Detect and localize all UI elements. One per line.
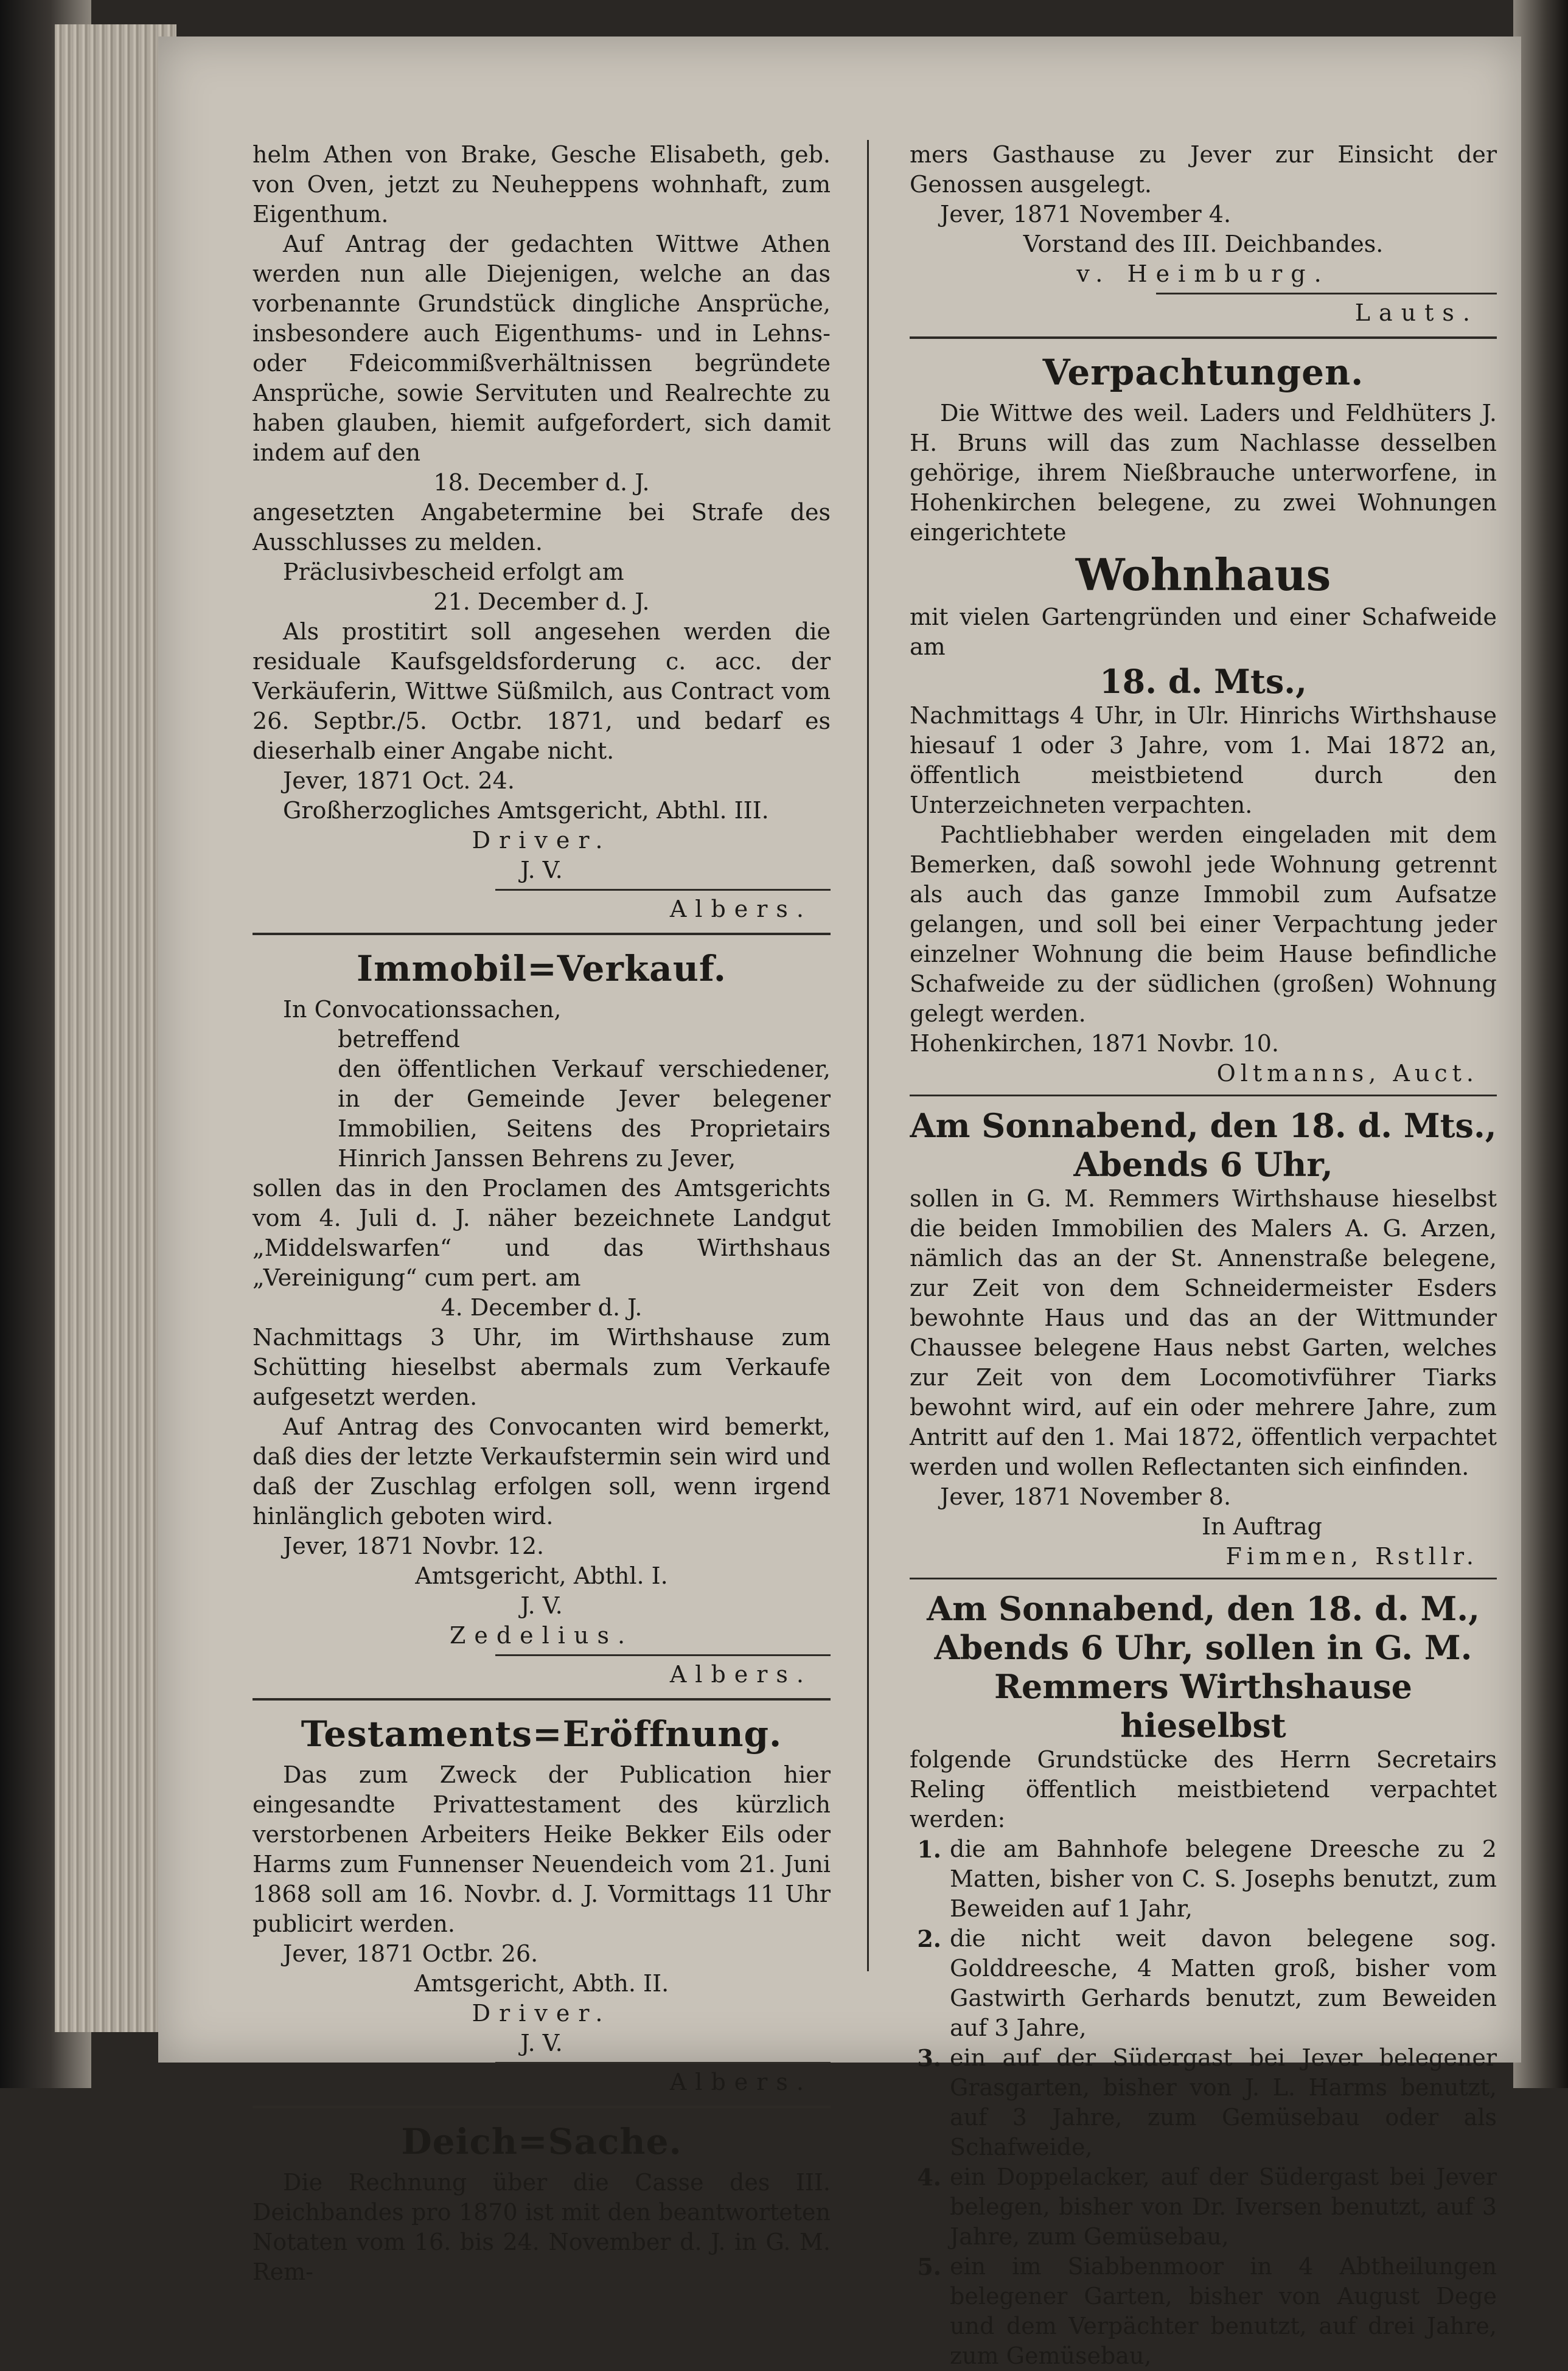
signer-1: Albers.	[669, 896, 812, 922]
sonnabend-text-1: sollen in G. M. Remmers Wirthshause hieselbst die beiden Immobilien des Malers A. G. Arzen, nämlich das an der St. Annenstraße belegene, zur Zeit von dem Schneidermeister Esders bewohnte Haus und das an der Wittmunder Chaussee belegene Haus nebst Garten, welches zur Zeit von dem Locomotivführer Tiarks bewohnt wird, auf ein oder mehrere Jahre, zum Antritt auf den 1. Mai 1872, öffentlich verpachtet werden und wollen Reflectanten sich einfinden.	[910, 1185, 1497, 1480]
list-item-text: ein Doppelacker, auf der Südergast bei Jever belegen, bisher von Dr. Iversen benutzt, auf 3 Jahre, zum Gemüsebau,	[950, 2164, 1497, 2250]
signer-5: Oltmanns, Auct.	[1216, 1060, 1479, 1087]
place-date-2: Jever, 1871 Novbr. 12.	[283, 1533, 545, 1559]
signature-rule	[1156, 293, 1497, 294]
list-item-text: die nicht weit davon belegene sog. Golddreesche, 4 Matten groß, bisher vom Gastwirth Gerhards benutzt, zum Beweiden auf 3 Jahre,	[950, 1925, 1497, 2041]
abends-1: Abends 6 Uhr,	[1073, 1145, 1333, 1184]
list-item	[910, 2162, 1497, 2252]
deadline-text: angesetzten Angabetermine bei Strafe des Ausschlusses zu melden.	[253, 499, 831, 555]
verpacht-intro: Die Wittwe des weil. Laders und Feldhüters J. H. Bruns will das zum Nachlasse desselben gehörige, ihrem Nießbrauche unterworfene, in Hohenkirchen belegene, zu zwei Wohnungen eingerichtete	[910, 400, 1497, 546]
board-signer-2: Lauts.	[1354, 299, 1479, 326]
judge-3: Driver.	[472, 2000, 612, 2027]
list-item-number: 2.	[917, 1925, 941, 1952]
betreffend: betreffend	[338, 1026, 461, 1053]
section-rule	[253, 1698, 831, 1701]
sonnabend-intro-2: folgende Grundstücke des Herrn Secretairs Reling öffentlich meistbietend verpachtet werden:	[910, 1746, 1497, 1833]
in-auftrag: In Auftrag	[1202, 1513, 1322, 1540]
board: Vorstand des III. Deichbandes.	[1023, 231, 1384, 257]
list-item-number: 4.	[917, 2164, 941, 2191]
left-column	[253, 140, 831, 2287]
signer-3: Albers.	[669, 2069, 812, 2095]
conv-main: sollen das in den Proclamen des Amtsgerichts vom 4. Juli d. J. näher bezeichnete Landgut „Middelswarfen“ und das Wirthshaus „Vereinigung“ cum pert. am	[253, 1175, 831, 1291]
place-date-6: Jever, 1871 November 8.	[940, 1483, 1232, 1510]
list-item-text: ein auf der Südergast bei Jever belegener Grasgarten, bisher von J. L. Harms benutzt, auf 3 Jahre, zum Gemüsebau oder als Schafweide,	[950, 2044, 1497, 2160]
testament-text: Das zum Zweck der Publication hier eingesandte Privattestament des kürzlich verstorbenen Arbeiters Heike Bekker Eils oder Harms zum Funnenser Neuendeich vom 21. Juni 1868 soll am 16. Novbr. d. J. Vormittags 11 Uhr publicirt werden.	[253, 1761, 831, 1937]
list-item	[910, 1924, 1497, 2043]
signature-rule	[495, 1654, 831, 1656]
verpacht-text: Nachmittags 4 Uhr, in Ulr. Hinrichs Wirthshause hiesauf 1 oder 3 Jahre, vom 1. Mai 1872 an, öffentlich meistbietend durch den Unterzeichneten verpachten.	[910, 702, 1497, 818]
judge-2: Zedelius.	[449, 1622, 634, 1649]
immobil-heading: Immobil=Verkauf.	[357, 948, 727, 989]
garden-line: mit vielen Gartengründen und einer Schafweide am	[910, 604, 1497, 660]
iv-2: J. V.	[520, 1592, 563, 1619]
conv-note: Auf Antrag des Convocanten wird bemerkt, daß dies der letzte Verkaufstermin sein wird und daß der Zuschlag erfolgen soll, wenn irgend hinlänglich geboten wird.	[253, 1413, 831, 1530]
section-rule	[910, 336, 1497, 339]
residual-text: Als prostitirt soll angesehen werden die residuale Kaufsgeldsforderung c. acc. der Verkäuferin, Wittwe Süßmilch, aus Contract vom 26. Septbr./5. Octbr. 1871, und bedarf es dieserhalb einer Angabe nicht.	[253, 618, 831, 764]
court-1: Großherzogliches Amtsgericht, Abthl. III.	[283, 797, 769, 824]
court-2: Amtsgericht, Abthl. I.	[415, 1562, 668, 1589]
iv-3: J. V.	[520, 2030, 563, 2056]
preclusion-text: Präclusivbescheid erfolgt am	[283, 559, 624, 585]
intro-paragraph: helm Athen von Brake, Gesche Elisabeth, geb. von Oven, jetzt zu Neuheppens wohnhaft, zum Eigenthum.	[253, 141, 831, 228]
cont-text: mers Gasthause zu Jever zur Einsicht der Genossen ausgelegt.	[910, 141, 1497, 198]
list-item-text: die am Bahnhofe belegene Dreesche zu 2 Matten, bisher von C. S. Josephs benutzt, zum Beweiden auf 1 Jahr,	[950, 1836, 1497, 1922]
newspaper-page	[158, 37, 1521, 2369]
place-date-1: Jever, 1871 Oct. 24.	[283, 767, 515, 794]
date-3: 4. December d. J.	[441, 1294, 643, 1321]
list-item-number: 1.	[917, 1836, 941, 1863]
list-item	[910, 1834, 1497, 1924]
section-rule	[253, 2106, 831, 2108]
date-2: 21. December d. J.	[433, 588, 650, 615]
section-rule	[910, 1578, 1497, 1579]
list-item	[910, 2252, 1497, 2371]
book-binding-right	[1513, 0, 1568, 2088]
conv-subject: den öffentlichen Verkauf verschiedener, in der Gemeinde Jever belegener Immobilien, Seitens des Proprietairs Hinrich Janssen Behrens zu Jever,	[338, 1056, 831, 1172]
list-item-number: 5.	[917, 2253, 941, 2280]
conv-line: In Convocationssachen,	[283, 996, 562, 1023]
section-rule	[253, 933, 831, 935]
deich-heading: Deich=Sache.	[401, 2121, 682, 2162]
place-date-4: Jever, 1871 November 4.	[940, 201, 1232, 228]
list-item-number: 3.	[917, 2044, 941, 2072]
iv-1: J. V.	[520, 857, 563, 883]
judge-1: Driver.	[472, 827, 612, 854]
summons-paragraph: Auf Antrag der gedachten Wittwe Athen werden nun alle Diejenigen, welche an das vorbenannte Grundstück dingliche Ansprüche, insbesondere auch Eigenthums- und in Lehns- oder Fdeicommißverhältnissen begründete Ansprüche, sowie Servituten und Realrechte zu haben glauben, hiemit aufgefordert, sich damit indem auf den	[253, 231, 831, 466]
signature-rule	[495, 889, 831, 891]
signer-6: Fimmen, Rstllr.	[1225, 1543, 1479, 1570]
place-date-5: Hohenkirchen, 1871 Novbr. 10.	[910, 1030, 1279, 1057]
right-column	[910, 140, 1497, 2371]
verpacht-note: Pachtliebhaber werden eingeladen mit dem Bemerken, daß sowohl jede Wohnung getrennt als auch das ganze Immobil zum Aufsatze gelangen, und soll bei einer Verpachtung jeder einzelner Wohnung die beim Hause befindliche Schafweide zu der südlichen (großen) Wohnung gelegt werden.	[910, 821, 1497, 1027]
board-signer: v. Heimburg.	[1076, 260, 1330, 287]
sonnabend-heading-1: Am Sonnabend, den 18. d. Mts.,	[910, 1106, 1497, 1145]
abends-2: Abends 6 Uhr, sollen in G. M.	[934, 1628, 1472, 1667]
signature-rule	[495, 2062, 831, 2064]
date-1: 18. December d. J.	[433, 469, 650, 496]
section-rule	[910, 1095, 1497, 1096]
deich-text: Die Rechnung über die Casse des III. Deichbandes pro 1870 ist mit den beantworteten Notaten vom 16. bis 24. November d. J. in G. M. Rem-	[253, 2169, 831, 2285]
testament-heading: Testaments=Eröffnung.	[301, 1713, 782, 1755]
date-mts: 18. d. Mts.,	[1099, 662, 1307, 701]
wohnhaus-title: Wohnhaus	[1075, 549, 1331, 601]
sonnabend-heading-2: Am Sonnabend, den 18. d. M.,	[927, 1589, 1480, 1628]
remmers-2: Remmers Wirthshause hieselbst	[994, 1667, 1413, 1745]
court-3: Amtsgericht, Abth. II.	[414, 1970, 669, 1997]
list-item	[910, 2043, 1497, 2162]
column-divider	[867, 140, 869, 1971]
place-date-3: Jever, 1871 Octbr. 26.	[283, 1940, 538, 1967]
conv-time: Nachmittags 3 Uhr, im Wirthshause zum Schütting hieselbst abermals zum Verkaufe aufgesetzt werden.	[253, 1324, 831, 1410]
list-item-text: ein im Siabbenmoor in 4 Abtheilungen belegener Garten, bisher von August Dege und dem Verpächter benutzt, auf drei Jahre, zum Gemüsebau,	[950, 2253, 1497, 2369]
signer-2: Albers.	[669, 1661, 812, 1688]
verpacht-heading: Verpachtungen.	[1042, 352, 1364, 393]
